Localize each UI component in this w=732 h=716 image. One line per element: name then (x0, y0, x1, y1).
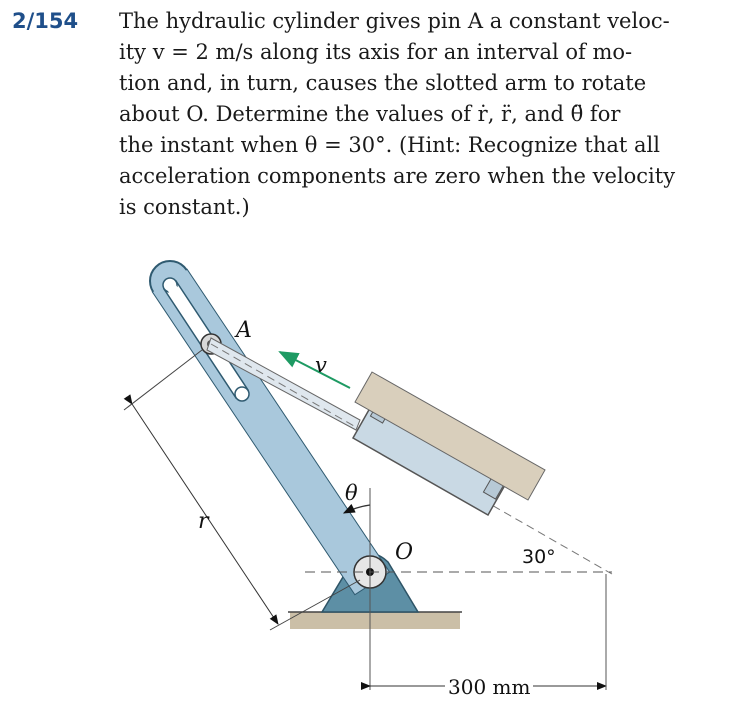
label-angle-30: 30° (522, 546, 556, 568)
label-300mm: 300 mm (448, 675, 531, 699)
label-r: r (198, 509, 209, 534)
label-o: O (395, 540, 414, 565)
problem-number: 2/154 (12, 9, 79, 33)
problem-line-4: about O. Determine the values of ṙ, r̈, and θ̈ for (119, 102, 621, 126)
problem-line-5: the instant when θ = 30°. (Hint: Recognize that all (119, 133, 660, 157)
problem-line-6: acceleration components are zero when the velocity (119, 164, 676, 188)
label-a: A (236, 318, 252, 343)
ground-slab (290, 612, 460, 629)
label-theta: θ (345, 481, 358, 505)
problem-line-3: tion and, in turn, causes the slotted arm to rotate (119, 71, 647, 95)
problem-line-2: ity v = 2 m/s along its axis for an interval of mo- (119, 40, 633, 64)
problem-line-1: The hydraulic cylinder gives pin A a constant veloc- (119, 9, 670, 33)
label-v: v (315, 353, 327, 377)
problem-line-7: is constant.) (119, 195, 250, 219)
r-extension-top (124, 350, 202, 410)
